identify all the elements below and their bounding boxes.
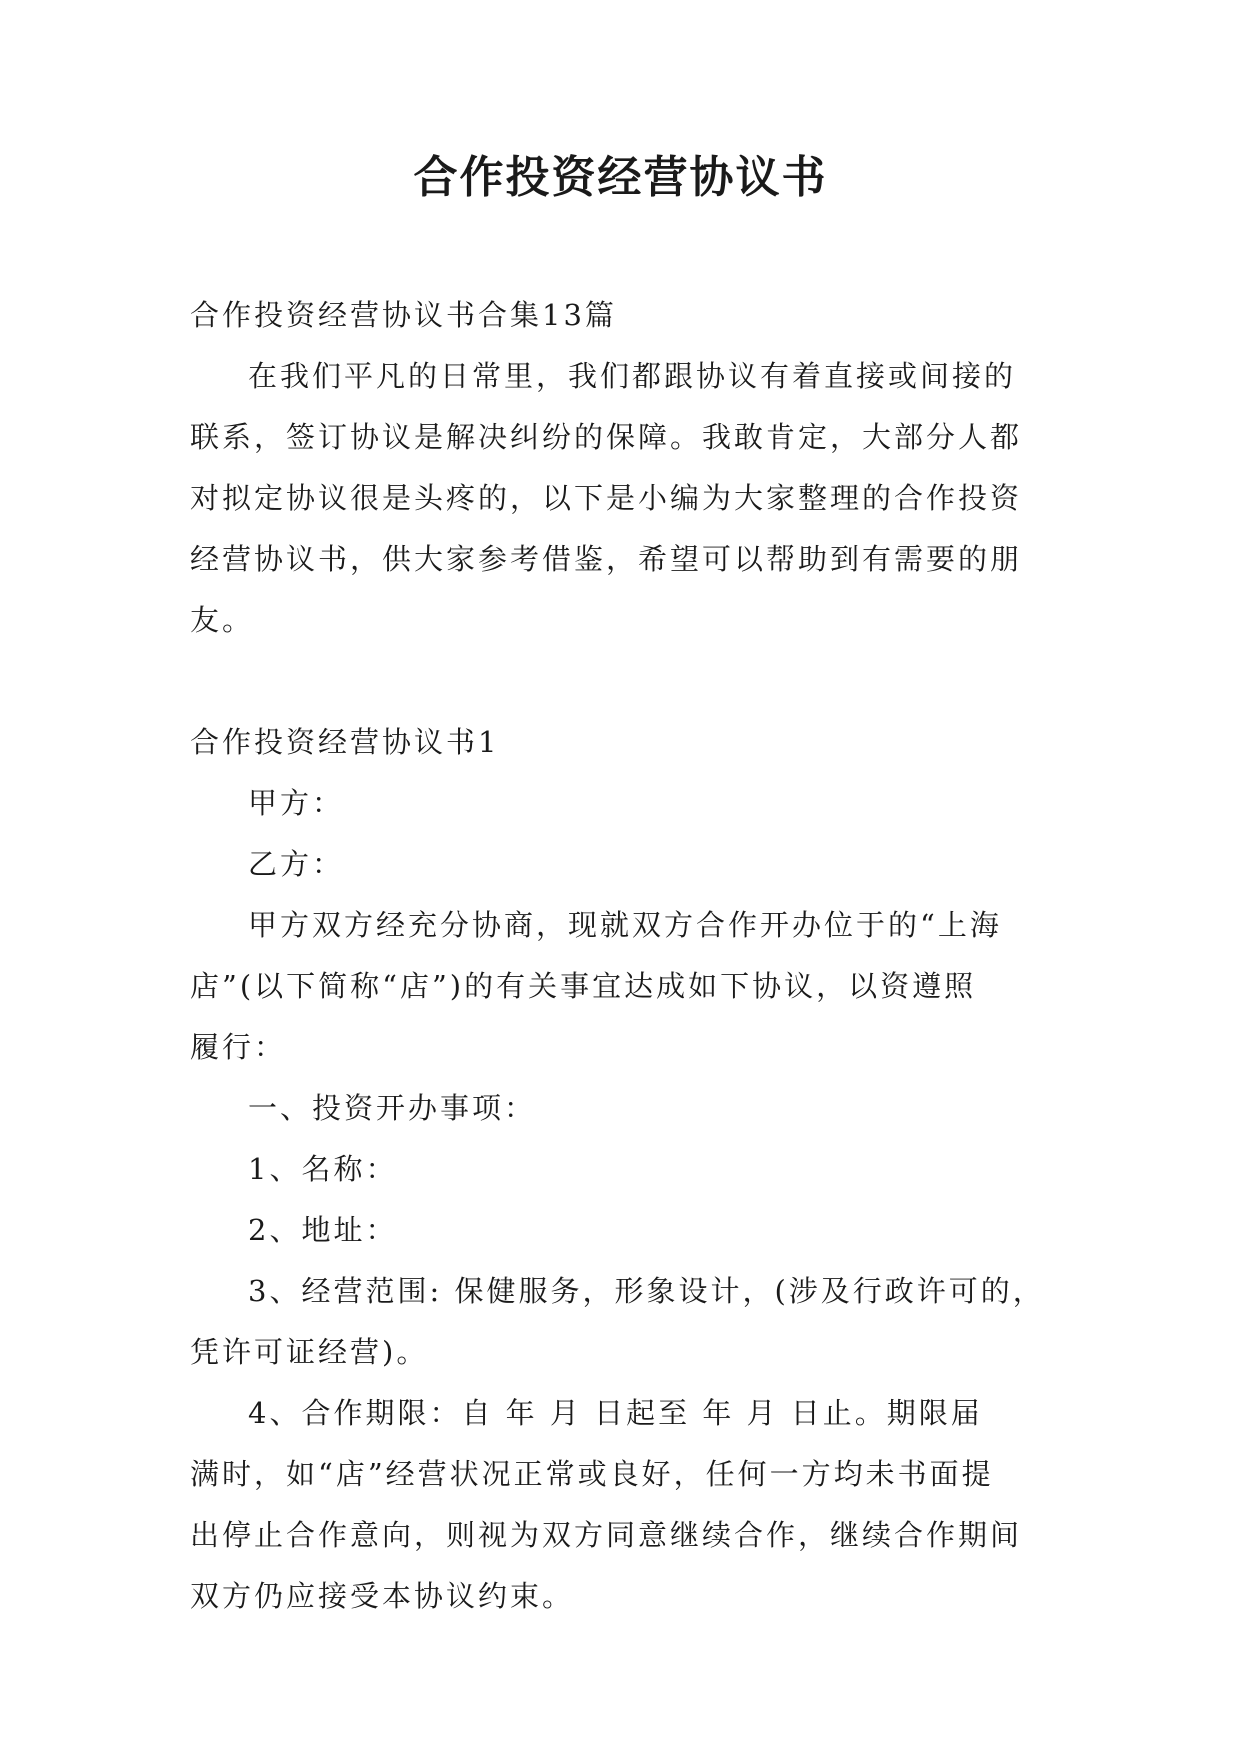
item-term-line: 双方仍应接受本协议约束。 bbox=[190, 1579, 575, 1613]
item-scope-line: 3、经营范围: 保健服务，形象设计，(涉及行政许可的， bbox=[248, 1274, 1045, 1308]
item-term-line: 出停止合作意向，则视为双方同意继续合作，继续合作期间 bbox=[190, 1518, 1023, 1552]
party-b-label: 乙方： bbox=[248, 847, 345, 881]
item-scope-line: 凭许可证经营)。 bbox=[190, 1335, 429, 1369]
intro-line: 对拟定协议很是头疼的，以下是小编为大家整理的合作投资 bbox=[190, 481, 1023, 515]
item-heading: 一、投资开办事项： bbox=[248, 1091, 537, 1125]
intro-line: 友。 bbox=[190, 603, 255, 637]
intro-line: 联系，签订协议是解决纠纷的保障。我敢肯定，大部分人都 bbox=[190, 420, 1023, 454]
party-a-label: 甲方： bbox=[248, 786, 345, 820]
document-title: 合作投资经营协议书 bbox=[413, 152, 828, 203]
item-address: 2、地址： bbox=[248, 1213, 398, 1247]
section-heading: 合作投资经营协议书1 bbox=[190, 725, 500, 759]
item-term-line: 4、合作期限：自 年 月 日起至 年 月 日止。期限届 bbox=[248, 1396, 983, 1430]
preamble-line: 履行： bbox=[190, 1030, 287, 1064]
paragraph-gap bbox=[190, 651, 1052, 712]
intro-line: 在我们平凡的日常里，我们都跟协议有着直接或间接的 bbox=[248, 359, 1017, 393]
intro-line: 经营协议书，供大家参考借鉴，希望可以帮助到有需要的朋 bbox=[190, 542, 1023, 576]
document-body bbox=[190, 285, 1052, 1627]
collection-heading: 合作投资经营协议书合集13篇 bbox=[190, 298, 617, 332]
preamble-line: 店”(以下简称“店”)的有关事宜达成如下协议，以资遵照 bbox=[190, 969, 977, 1003]
preamble-line: 甲方双方经充分协商，现就双方合作开办位于的“上海 bbox=[248, 908, 1002, 942]
item-name: 1、名称： bbox=[248, 1152, 398, 1186]
item-term-line: 满时，如“店”经营状况正常或良好，任何一方均未书面提 bbox=[190, 1457, 994, 1491]
